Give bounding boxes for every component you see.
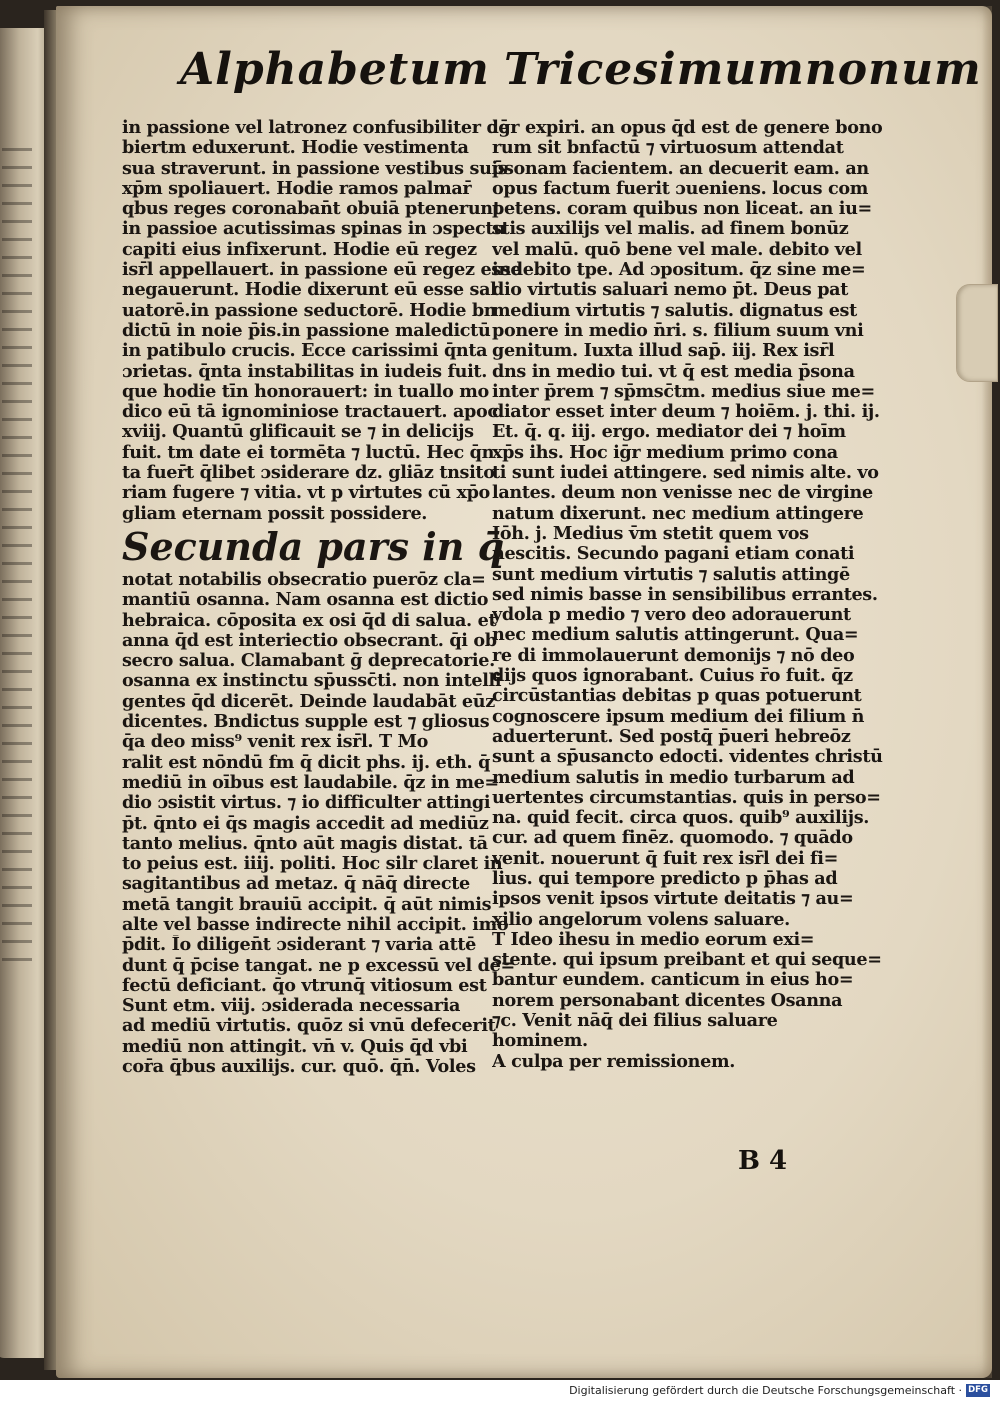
text-line: dicentes. B̄ndictus supple est ⁊ gl̄iosus: [122, 712, 490, 733]
text-line: que hodie tīn honorauert: in tuallo mo: [122, 381, 489, 402]
text-line: biert̄m eduxerunt. Hodie vestimenta: [122, 138, 469, 159]
text-line: xp̄s ih̄s. Hoc iḡr medium primo cona: [492, 442, 838, 463]
text-line: norem personabant dicentes Osanna: [492, 990, 843, 1011]
text-line: vel malū. quō bene vel male. debito vel: [492, 239, 862, 260]
text-line: petens. coram quibus non liceat. an iu=: [492, 199, 872, 220]
text-line: genitum. Iuxta illud sap̄. iij. Rex isr̄l: [492, 341, 835, 362]
book-page: [56, 6, 992, 1378]
text-line: xviij. Quantū gl̄ificauit se ⁊ in delicijs: [122, 422, 474, 443]
text-line: dijs quos ignorabant. Cuius r̄o fuit. q̄z: [492, 666, 853, 687]
text-line: fuit. t̄m date ei tormēta ⁊ luctū. Hec q̄n: [122, 442, 495, 463]
text-line: to peius est. iiij. politi. Hoc sil̄r claret in: [122, 854, 503, 875]
text-line: ti sunt iudei attingere. sed nimis alte. vo: [492, 463, 879, 484]
text-line: d̄ns in medio tui. vt q̄ est media p̄sona: [492, 361, 855, 382]
text-line: na. quid fecit. circa quos. quib⁹ auxilijs.: [492, 808, 870, 829]
text-line: osanna ex instinctu sp̄ussc̄ti. non intelli: [122, 671, 502, 692]
section-heading: Secunda pars in q̄: [122, 523, 505, 569]
running-header-right: Tricesimumnonum: [504, 44, 982, 95]
text-line: stis auxilijs vel malis. ad finem bonūz: [492, 219, 849, 240]
dfg-logo: DFG: [966, 1384, 990, 1397]
signature-mark: B 4: [738, 1146, 788, 1176]
text-line: A culpa per remissionem.: [492, 1051, 735, 1072]
text-line: p̄sonam facientem. an decuerit eam. an: [492, 158, 869, 179]
text-line: notat̄ notabilis obsecratio puerōz cla=: [122, 569, 486, 590]
text-line: capiti eius infixerunt. Hodie eū regez: [122, 239, 477, 260]
text-line: ponere in medio n̄ri. s. filium suum vni: [492, 320, 864, 341]
text-line: in patibulo crucis. Ecce carissimi q̄nta: [122, 341, 488, 362]
text-line: ɔrietas. q̄nta instabilitas in iudeis fuit.: [122, 361, 487, 382]
text-line: hominem.: [492, 1031, 588, 1052]
text-line: opus factum fuerit ɔueniens. locus com: [492, 178, 868, 199]
running-header-left: Alphabetum: [180, 44, 490, 95]
text-line: gl̄iam eternam possit possidere.: [122, 503, 428, 524]
text-line: dio virtutis saluari nemo p̄t. Deus pat̄: [492, 280, 848, 301]
text-line: alte vel basse indirecte nihil accipit. imo: [122, 914, 509, 935]
text-line: T Ideo ihesu in medio eorum exi=: [492, 929, 815, 950]
text-line: uatorē.in passione seductorē. Hodie b̄n: [122, 300, 497, 321]
text-line: cur. ad quem finēz. quomodo. ⁊ quādo: [492, 828, 853, 849]
text-line: nescitis. Secundo pagani etiam conati: [492, 544, 855, 565]
text-line: ⁊c. Venit nāq̄ dei filius saluare: [492, 1011, 778, 1032]
text-line: dunt q̄ p̄cise tangat̄. ne p excessū vel de=: [122, 955, 515, 976]
text-line: dio ɔsistit virtus. ⁊ io difficulter attingi: [122, 793, 491, 814]
text-line: dico eū tā ignominiose tractauert. apoc.: [122, 402, 504, 423]
text-line: bantur eundem. canticum in eius ho=: [492, 970, 854, 991]
text-line: p̄t. q̄nto ei q̄s magis accedit ad mediūz: [122, 813, 489, 834]
text-line: fectū deficiant. q̄o vtrunq̄ vitiosum est: [122, 975, 487, 996]
right-column: [492, 118, 892, 1072]
text-line: sua straverunt. in passione vestibus suis: [122, 158, 508, 179]
text-line: tanto melius. q̄nto aūt magis distat. tā: [122, 833, 488, 854]
text-line: riam fugere ⁊ vitia. vt p virtutes cū xp̄o: [122, 483, 490, 504]
text-line: cor̄a q̄bus auxilijs. cur. quō. q̄n̄. Voles: [122, 1057, 476, 1078]
text-line: Sunt et̄m. viij. ɔsiderada necessaria: [122, 996, 461, 1017]
text-line: circūstantias debitas p quas potuerunt: [492, 686, 862, 707]
text-line: ydola p medio ⁊ vero deo adorauerunt: [492, 605, 851, 626]
text-line: indebito t̄pe. Ad ɔpositum. q̄z sine me=: [492, 260, 866, 281]
text-line: hebraica. cōposita ex osi q̄d d̄i salua. et: [122, 610, 497, 631]
text-line: isr̄l appellauert. in passione eū regez esse: [122, 260, 522, 281]
text-line: cognoscere ipsum medium dei filium n̄: [492, 706, 865, 727]
text-line: mediū non attingit̄. vn̄ v. Quis q̄d vbi: [122, 1036, 468, 1057]
previous-page-edge: [0, 28, 48, 1358]
text-line: iḡr expiri. an opus q̄d est de genere bono: [492, 118, 883, 138]
text-line: uertentes circumstantias. quis in perso=: [492, 787, 881, 808]
text-line: lantes. deum non venisse nec de virgine: [492, 483, 873, 504]
text-line: in passioe acutissimas spinas in ɔspectu: [122, 219, 506, 240]
text-line: ipsos venit ipsos virtute deitatis ⁊ au=: [492, 889, 854, 910]
text-line: metā tangit brauiū accipit. q̄ aūt nimis: [122, 894, 492, 915]
text-line: re d̄i immolauerunt demonijs ⁊ nō deo: [492, 645, 855, 666]
digitization-footer: [0, 1380, 1000, 1401]
text-line: sed nimis basse in sensibilibus errantes.: [492, 584, 878, 605]
text-line: dictū in noie p̄is.in passione maledictū: [122, 320, 491, 341]
text-line: xilio angelorum volens saluare.: [492, 909, 790, 930]
text-line: gentes q̄d dicerēt. Deinde laudabāt eūz: [122, 691, 495, 712]
text-line: p̄dit. Īo diligen̄t ɔsiderant ⁊ varia attē: [122, 935, 476, 956]
text-line: lius. qui tempore predicto p p̄h̄as ad: [492, 868, 838, 889]
page-tab-marker: [956, 284, 998, 382]
text-line: ad mediū virtutis. quōz si vnū defecerit: [122, 1016, 496, 1037]
text-line: sunt medium virtutis ⁊ salutis attingē: [492, 564, 850, 585]
left-column: [122, 118, 526, 1077]
text-line: xp̄m spoliauert. Hodie ramos palmar̄: [122, 178, 472, 199]
text-line: stente. qui ipsum preibant et qui seque=: [492, 950, 882, 971]
text-line: mantiū osanna. Nam osanna est dictio: [122, 590, 489, 611]
text-line: secro salua. Clamabant ḡ deprecatorie.: [122, 651, 495, 672]
text-line: Et. q̄. q. iij. ergo. mediator dei ⁊ hoīm: [492, 422, 846, 443]
text-line: anna q̄d est interiectio obsecrant̄. q̄i ob: [122, 630, 497, 651]
text-line: qbus reges coronaban̄t obuiā ptenerunt: [122, 199, 501, 220]
text-line: sagitantibus ad metaz. q̄ nāq̄ directe: [122, 874, 470, 895]
text-line: ralit̄ est nōndū f̄m q̄ dicit ph̄s. ij. eth̄. q̄: [122, 752, 491, 773]
text-line: ta fuer̄t q̄libet ɔsiderare d̄z. gl̄iāz t̄nsito: [122, 463, 495, 484]
text-line: rum sit b̄nfactū ⁊ virtuosum attendat: [492, 138, 844, 159]
text-line: inter p̄rem ⁊ sp̄msc̄tm. medius siue me=: [492, 381, 875, 402]
text-line: medium salutis in medio turbarum ad: [492, 767, 855, 788]
text-line: q̄a deo miss⁹ venit rex isr̄l. T Mo: [122, 732, 429, 753]
text-line: medium virtutis ⁊ salutis. dignatus est: [492, 300, 857, 321]
text-line: nec medium salutis attingerunt. Qua=: [492, 625, 859, 646]
text-line: Iōh. j. Medius v̄m stetit quem vos: [492, 523, 809, 544]
text-line: in passione vel latronez confusibiliter de: [122, 118, 510, 138]
text-line: negauerunt. Hodie dixerunt eū esse sal: [122, 280, 497, 301]
text-line: sunt a sp̄usancto edocti. videntes christū: [492, 747, 883, 768]
text-line: aduerterunt. Sed postq̄ p̄ueri hebreōz: [492, 726, 851, 747]
text-line: diator esset inter deum ⁊ hoiēm. j. thi. ij.: [492, 402, 880, 423]
funding-notice: Digitalisierung gefördert durch die Deutsche Forschungsgemeinschaft ·: [569, 1384, 962, 1397]
text-line: venit. nouerunt q̄ fuit rex isr̄l dei fi=: [492, 848, 838, 869]
text-line: natum dixerunt. nec medium attingere: [492, 503, 864, 524]
text-line: mediū in oībus est laudabile. q̄z in me=: [122, 772, 499, 793]
